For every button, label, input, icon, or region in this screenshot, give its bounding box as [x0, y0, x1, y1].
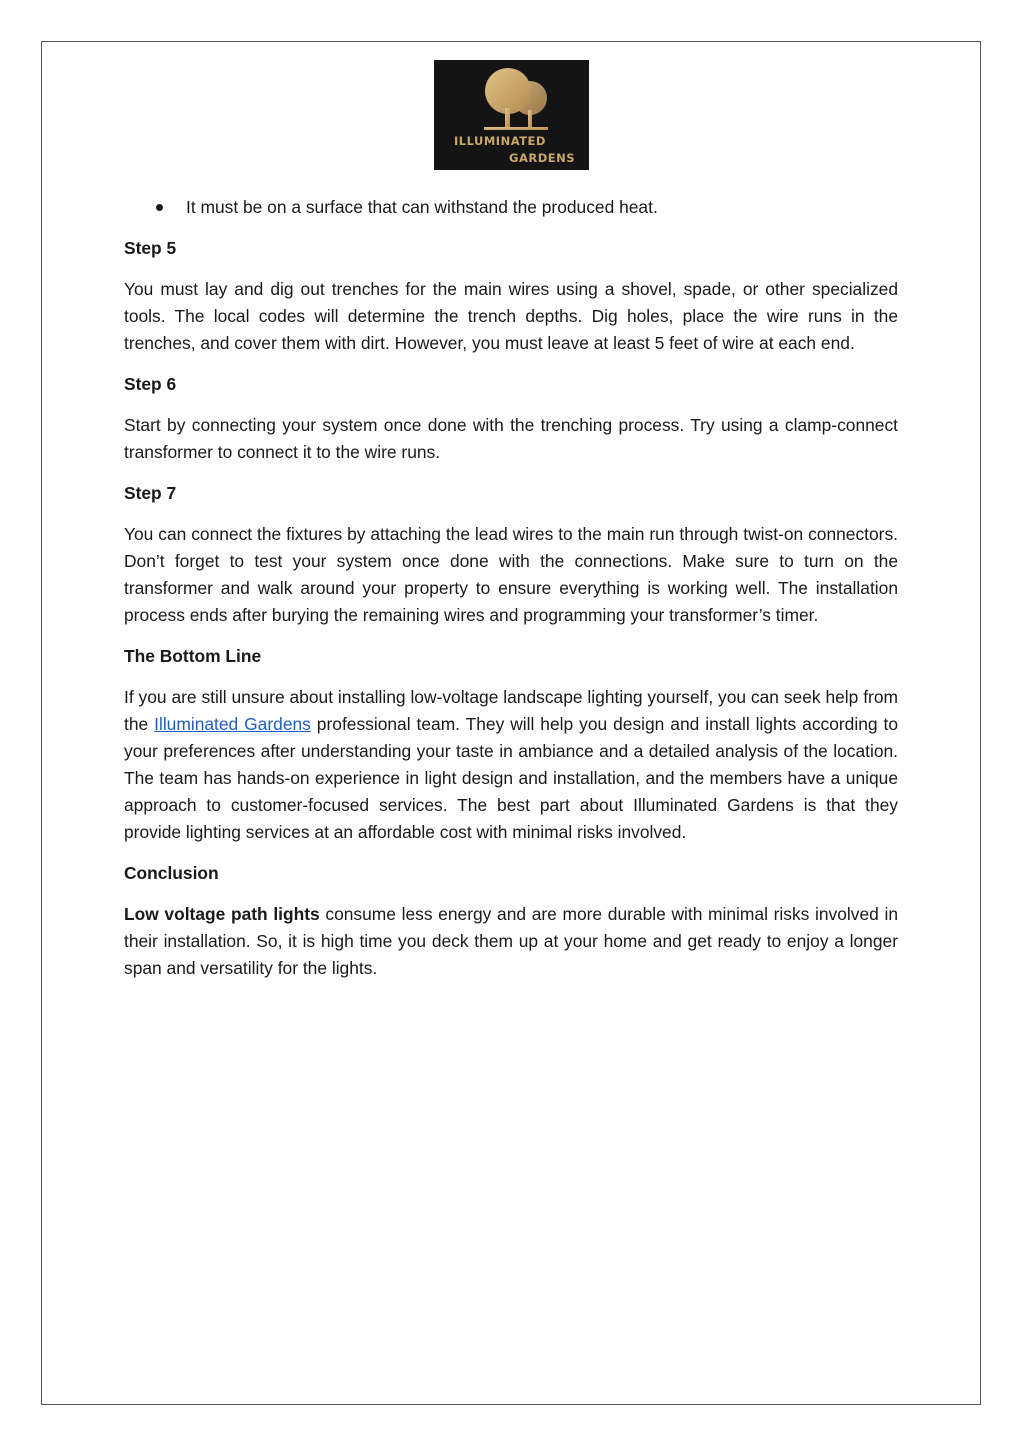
step5-paragraph: You must lay and dig out trenches for the main wires using a shovel, spade, or other specialized tools. The local codes will determine the trench depths. Dig holes, place the wire runs in the trenches, and cover them with dirt. However, you must leave at least 5 feet of wire at each end. [124, 279, 898, 353]
conclusion-bold-lead: Low voltage path lights [124, 904, 320, 924]
logo-wordmark-line2: GARDENS [509, 151, 576, 165]
bullet-text: It must be on a surface that can withstand the produced heat. [186, 197, 658, 217]
step5-heading: Step 5 [124, 238, 177, 258]
step6-paragraph: Start by connecting your system once done with the trenching process. Try using a clamp-connect transformer to connect it to the wire runs. [124, 415, 898, 462]
step7-heading: Step 7 [124, 483, 177, 503]
bottom-line-text-after: professional team. They will help you design and install lights according to your preferences after understanding your taste in ambiance and a detailed analysis of the location. The team has hands-on experience in light design and installation, and the members have a unique approach to customer-focused services. The best part about Illuminated Gardens is that they provide lighting services at an affordable cost with minimal risks involved. [124, 714, 898, 842]
logo-wordmark-line1: ILLUMINATED [454, 134, 546, 148]
bullet-icon [156, 204, 163, 211]
bullet-item [124, 194, 898, 221]
illuminated-gardens-logo [434, 60, 589, 170]
step7-paragraph: You can connect the fixtures by attaching the lead wires to the main run through twist-on connectors. Don’t forget to test your system once done with the connections. Make sure to turn on the transformer and walk around your property to ensure everything is working well. The installation process ends after burying the remaining wires and programming your transformer’s timer. [124, 524, 898, 625]
bottom-line-heading: The Bottom Line [124, 646, 262, 666]
conclusion-heading: Conclusion [124, 863, 219, 883]
document-body [124, 194, 898, 996]
bottom-line-paragraph [124, 684, 898, 846]
bottom-line-text-before: If you are still unsure about installing low-voltage landscape lighting yourself, you can seek help from the [124, 687, 898, 734]
illuminated-gardens-link[interactable]: Illuminated Gardens [154, 714, 311, 734]
conclusion-text: consume less energy and are more durable with minimal risks involved in their installation. So, it is high time you deck them up at your home and get ready to enjoy a longer span and versatility for the lights. [124, 904, 898, 978]
step6-heading: Step 6 [124, 374, 177, 394]
conclusion-paragraph [124, 901, 898, 982]
